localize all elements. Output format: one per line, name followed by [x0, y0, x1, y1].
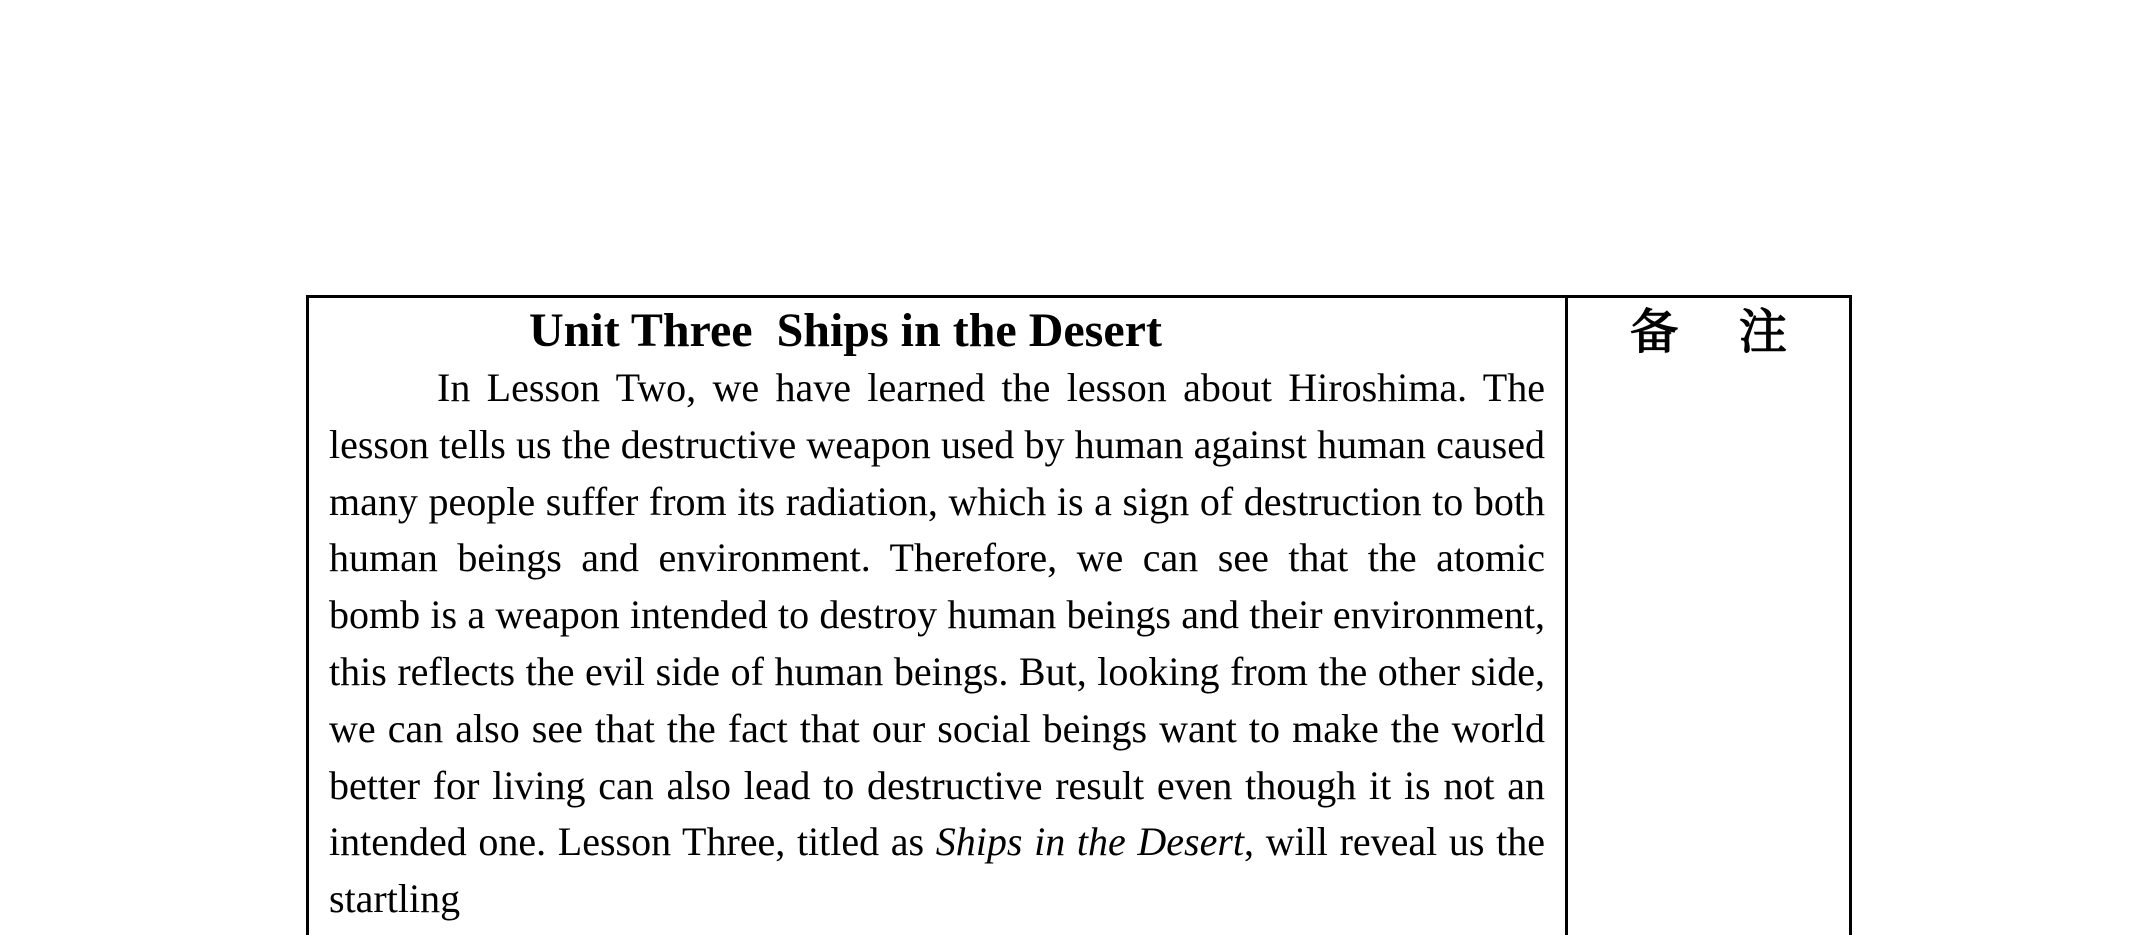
lesson-introduction-paragraph — [309, 360, 1565, 928]
document-table — [306, 295, 1852, 935]
paragraph-text-before-title: In Lesson Two, we have learned the lesson about Hiroshima. The lesson tells us the destructive weapon used by human against human caused many people suffer from its radiation, which is a sign of destruction to both human beings and environment. Therefore, we can see that the atomic bomb is a weapon intended to destroy human beings and their environment, this reflects the evil side of human beings. But, looking from the other side, we can also see that the fact that our social beings want to make the world better for living can also lead to destructive result even though it is not an intended one. Lesson Three, titled as — [329, 365, 1545, 865]
lesson-title-italic: Ships in the Desert — [935, 819, 1245, 865]
paragraph-text-after-title: , will reveal us the startling — [329, 819, 1546, 922]
notes-heading: 备 注 — [1630, 304, 1809, 360]
notes-column — [1568, 298, 1849, 935]
unit-title: Unit Three Ships in the Desert — [529, 304, 1162, 357]
main-content-column — [309, 298, 1568, 935]
